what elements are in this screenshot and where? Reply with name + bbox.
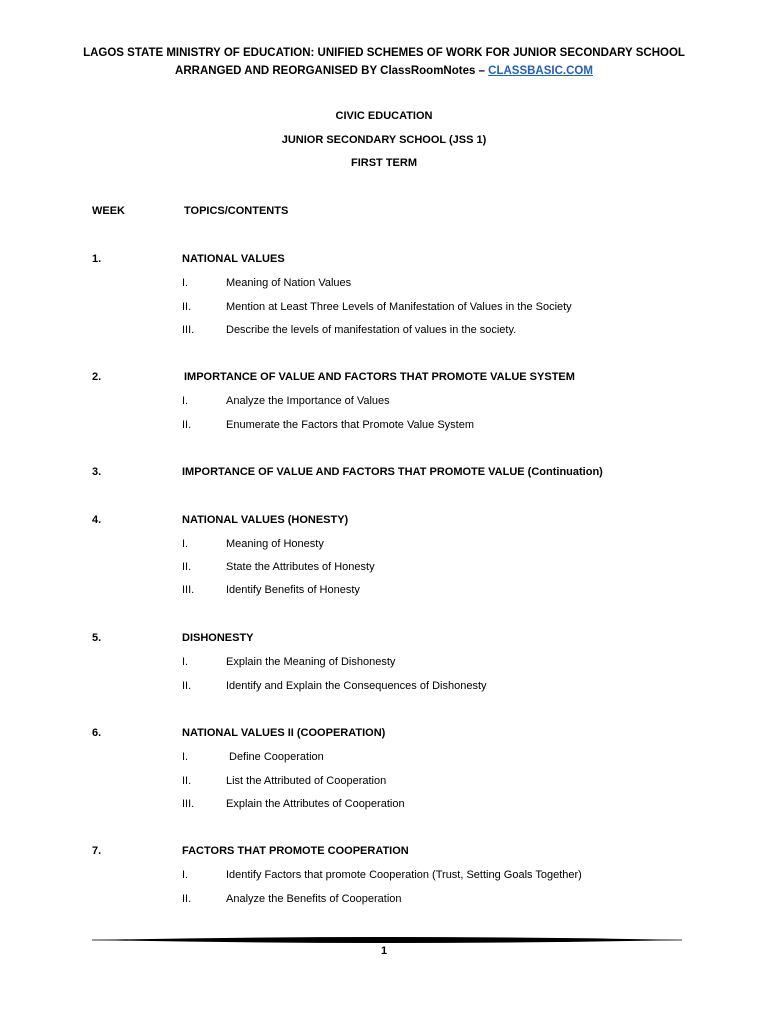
header-line-2: [0, 65, 768, 77]
item-number: I.: [182, 869, 189, 881]
header-line-1: LAGOS STATE MINISTRY OF EDUCATION: UNIFIED SCHEMES OF WORK FOR JUNIOR SECONDARY SCHOOL: [83, 47, 685, 59]
item-number: II.: [182, 775, 192, 787]
week-topic: DISHONESTY: [182, 632, 254, 644]
item-number: II.: [182, 301, 192, 313]
item-number: I.: [182, 656, 189, 668]
week-topic: FACTORS THAT PROMOTE COOPERATION: [182, 845, 409, 857]
week-topic: NATIONAL VALUES II (COOPERATION): [182, 727, 386, 739]
item-number: II.: [182, 419, 192, 431]
item-number: I.: [182, 395, 189, 407]
term-title: FIRST TERM: [351, 157, 417, 169]
topics-column-header: TOPICS/CONTENTS: [184, 205, 289, 217]
week-topic: NATIONAL VALUES: [182, 253, 285, 265]
item-text: Enumerate the Factors that Promote Value System: [226, 419, 475, 431]
item-text: Identify and Explain the Consequences of Dishonesty: [226, 680, 487, 692]
item-number: I.: [182, 751, 189, 763]
item-text: State the Attributes of Honesty: [226, 561, 375, 573]
item-number: III.: [182, 798, 195, 810]
week-number: 4.: [92, 514, 102, 526]
class-title: JUNIOR SECONDARY SCHOOL (JSS 1): [281, 134, 487, 146]
week-number: 5.: [92, 632, 102, 644]
week-topic: IMPORTANCE OF VALUE AND FACTORS THAT PROMOTE VALUE (Continuation): [182, 466, 603, 478]
week-column-header: WEEK: [92, 205, 125, 217]
item-text: Describe the levels of manifestation of values in the society.: [226, 324, 517, 336]
item-text: Analyze the Benefits of Cooperation: [226, 893, 402, 905]
item-number: III.: [182, 584, 195, 596]
week-topic: NATIONAL VALUES (HONESTY): [182, 514, 349, 526]
item-text: Explain the Meaning of Dishonesty: [226, 656, 396, 668]
item-text: Analyze the Importance of Values: [226, 395, 390, 407]
item-number: I.: [182, 538, 189, 550]
item-text: Meaning of Honesty: [226, 538, 324, 550]
item-number: II.: [182, 561, 192, 573]
week-number: 6.: [92, 727, 102, 739]
week-number: 1.: [92, 253, 102, 265]
week-number: 3.: [92, 466, 102, 478]
subject-title: CIVIC EDUCATION: [335, 110, 433, 122]
item-number: I.: [182, 277, 189, 289]
item-number: II.: [182, 680, 192, 692]
item-number: II.: [182, 893, 192, 905]
week-number: 7.: [92, 845, 102, 857]
item-text: Explain the Attributes of Cooperation: [226, 798, 405, 810]
item-text: Identify Benefits of Honesty: [226, 584, 360, 596]
item-number: III.: [182, 324, 195, 336]
item-text: Mention at Least Three Levels of Manifestation of Values in the Society: [226, 301, 572, 313]
item-text: Define Cooperation: [229, 751, 324, 763]
page-number: 1: [380, 945, 388, 957]
header-line-2-text: ARRANGED AND REORGANISED BY ClassRoomNotes –: [175, 65, 489, 77]
item-text: List the Attributed of Cooperation: [226, 775, 387, 787]
week-number: 2.: [92, 371, 102, 383]
classbasic-link[interactable]: CLASSBASIC.COM: [488, 65, 593, 77]
week-topic: IMPORTANCE OF VALUE AND FACTORS THAT PROMOTE VALUE SYSTEM: [184, 371, 575, 383]
item-text: Identify Factors that promote Cooperation (Trust, Setting Goals Together): [226, 869, 582, 881]
item-text: Meaning of Nation Values: [226, 277, 352, 289]
